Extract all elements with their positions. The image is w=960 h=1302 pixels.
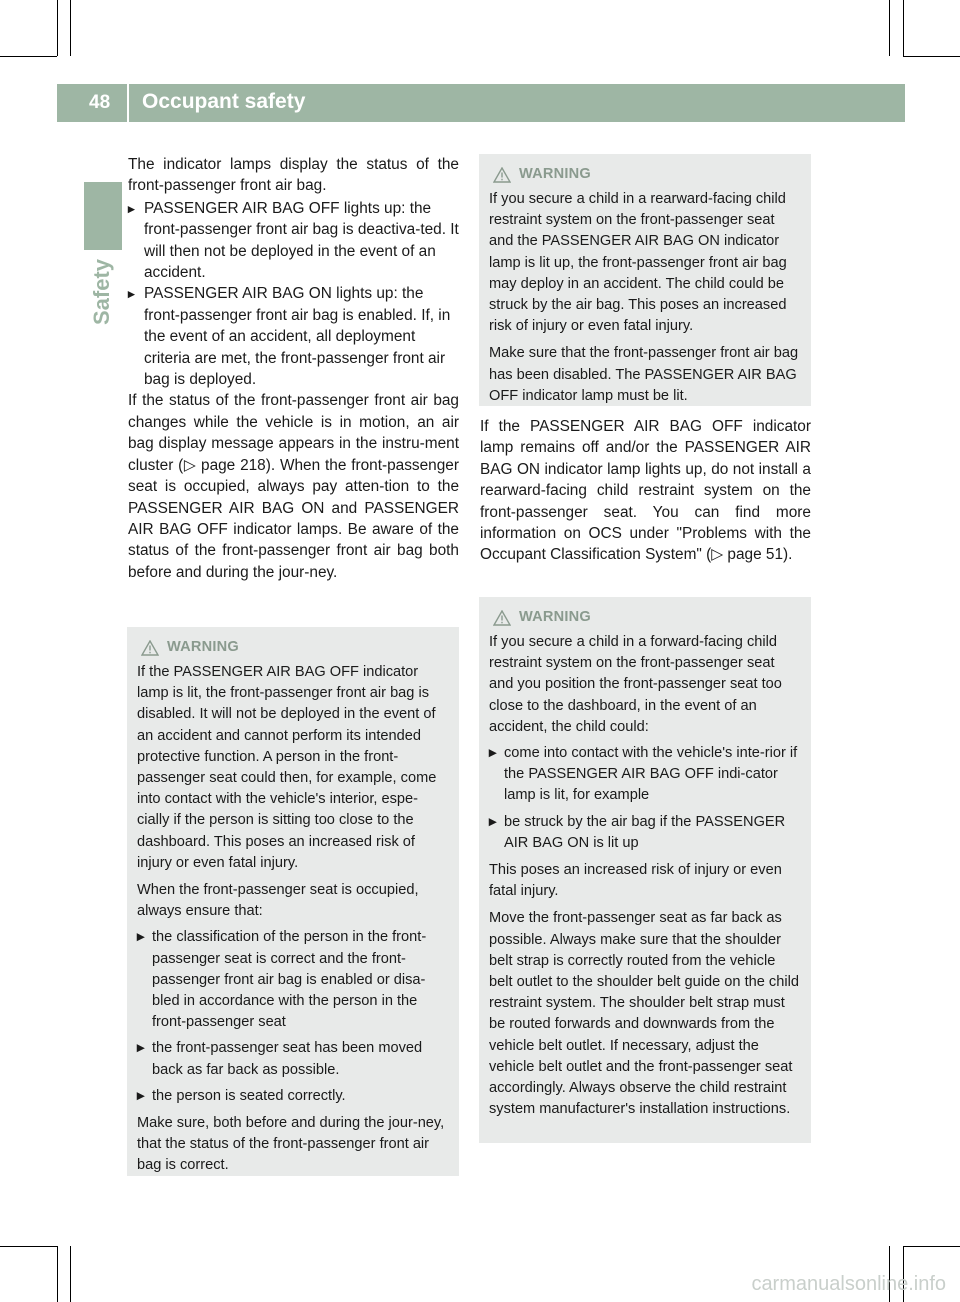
warning-text: Make sure that the front-passenger front air bag has been disabled. The PASSENGER AIR BAG OFF indicator lamp must be lit. (489, 345, 799, 404)
list-item: ▸ the front-passenger seat has been moved back as far back as possible. (137, 1040, 423, 1078)
ocs-paragraph: If the PASSENGER AIR BAG OFF indicator lamp remains off and/or the PASSENGER AIR BAG ON indicator lamp lights up, do not install a rearward-facing child restraint system on the front-passenger seat. You can find more information on OCS under "Problems with the Occupant Classification System" (▷ page 51). (480, 418, 811, 564)
crop-mark (903, 1246, 960, 1247)
warning-heading: WARNING (493, 165, 801, 185)
watermark: carmanualsonline.info (751, 1273, 946, 1295)
bullet-marker-icon: ▸ (128, 200, 135, 216)
crop-mark (0, 1246, 57, 1247)
crop-mark (57, 0, 58, 56)
list-item: ▸ PASSENGER AIR BAG OFF lights up: the front-passenger front air bag is deactiva-ted. It will then not be deployed in the event of an accident. (128, 199, 459, 282)
list-item: ▸ the person is seated correctly. (137, 1087, 346, 1104)
warning-box (479, 154, 811, 406)
section-tab-label: Safety (89, 258, 115, 326)
header-divider (127, 84, 129, 122)
crop-mark (57, 1246, 58, 1302)
list-item: ▸ come into contact with the vehicle's inte-rior if the PASSENGER AIR BAG OFF indi-cator lamp is lit, for example (489, 745, 798, 804)
page-title: Occupant safety (142, 90, 306, 113)
warning-text: If you secure a child in a forward-facing child restraint system on the front-passenger seat and you position the front-passenger seat too close to the dashboard, in the event of an accident, the child could: (489, 634, 782, 735)
intro-paragraph: The indicator lamps display the status of the front-passenger front air bag. (128, 156, 459, 195)
crop-mark (70, 1246, 71, 1302)
page-number: 48 (89, 92, 111, 113)
right-paragraph-block (480, 416, 811, 566)
crop-mark (70, 0, 71, 56)
bullet-marker-icon: ▸ (128, 286, 135, 302)
list-item: ▸ be struck by the air bag if the PASSENGER AIR BAG ON is lit up (489, 813, 786, 851)
warning-text: If you secure a child in a rearward-facing child restraint system on the front-passenger seat and the PASSENGER AIR BAG ON indicator lamp is lit up, the front-passenger front air bag may deploy in an accident. The child could be struck by the air bag. This poses an increased risk of injury or even fatal injury. (489, 191, 787, 335)
warning-text: Move the front-passenger seat as far back as possible. Always make sure that the shoulder belt strap is correctly routed from the vehicle belt outlet to the shoulder belt guide on the child restraint system. The shoulder belt strap must be routed forwards and downwards from the vehicle belt outlet. If necessary, adjust the vehicle belt outlet and the front-passenger seat accordingly. Always observe the child restraint system manufacturer's installation instructions. (489, 910, 799, 1118)
warning-triangle-icon (493, 167, 511, 183)
crop-mark (903, 0, 904, 56)
warning-text: When the front-passenger seat is occupied, always ensure that: (137, 882, 419, 920)
warning-text: If the PASSENGER AIR BAG OFF indicator lamp is lit, the front-passenger front air bag is disabled. It will not be deployed in the event of an accident and cannot perform its intended protective function. A person in the front-passenger seat could then, for example, come into contact with the vehicle's interior, espe-cially if the person is sitting too close to the dashboard. This poses an increased risk of injury or even fatal injury. (137, 664, 437, 871)
warning-triangle-icon (493, 610, 511, 626)
warning-text: This poses an increased risk of injury or even fatal injury. (489, 862, 782, 900)
status-paragraph: If the status of the front-passenger front air bag changes while the vehicle is in motion, an air bag display message appears in the instru-ment cluster (▷ page 218). When the front-passenger seat is occupied, always pay atten-tion to the PASSENGER AIR BAG ON and PASSENGER AIR BAG OFF indicator lamps. Be aware of the status of the front-passenger front air bag both before and during the jour-ney. (128, 392, 459, 581)
crop-mark (0, 56, 57, 57)
crop-mark (903, 56, 960, 57)
warning-heading: WARNING (493, 608, 801, 628)
list-item: ▸ the classification of the person in the front-passenger seat is correct and the front-passenger front air bag is enabled or disa-bled in accordance with the person in the front-passenger seat (137, 929, 427, 1031)
warning-text: Make sure, both before and during the jour-ney, that the status of the front-passenger front air bag is correct. (137, 1115, 445, 1174)
list-item: ▸ PASSENGER AIR BAG ON lights up: the front-passenger front air bag is enabled. If, in the event of an accident, all deployment criteria are met, the front-passenger front air bag is deployed. (128, 285, 451, 389)
crop-mark (889, 0, 890, 56)
warning-box (127, 627, 459, 1176)
warning-triangle-icon (141, 640, 159, 656)
left-column (128, 154, 459, 583)
section-tab-block (84, 182, 122, 250)
warning-box (479, 597, 811, 1143)
warning-heading: WARNING (141, 638, 449, 658)
